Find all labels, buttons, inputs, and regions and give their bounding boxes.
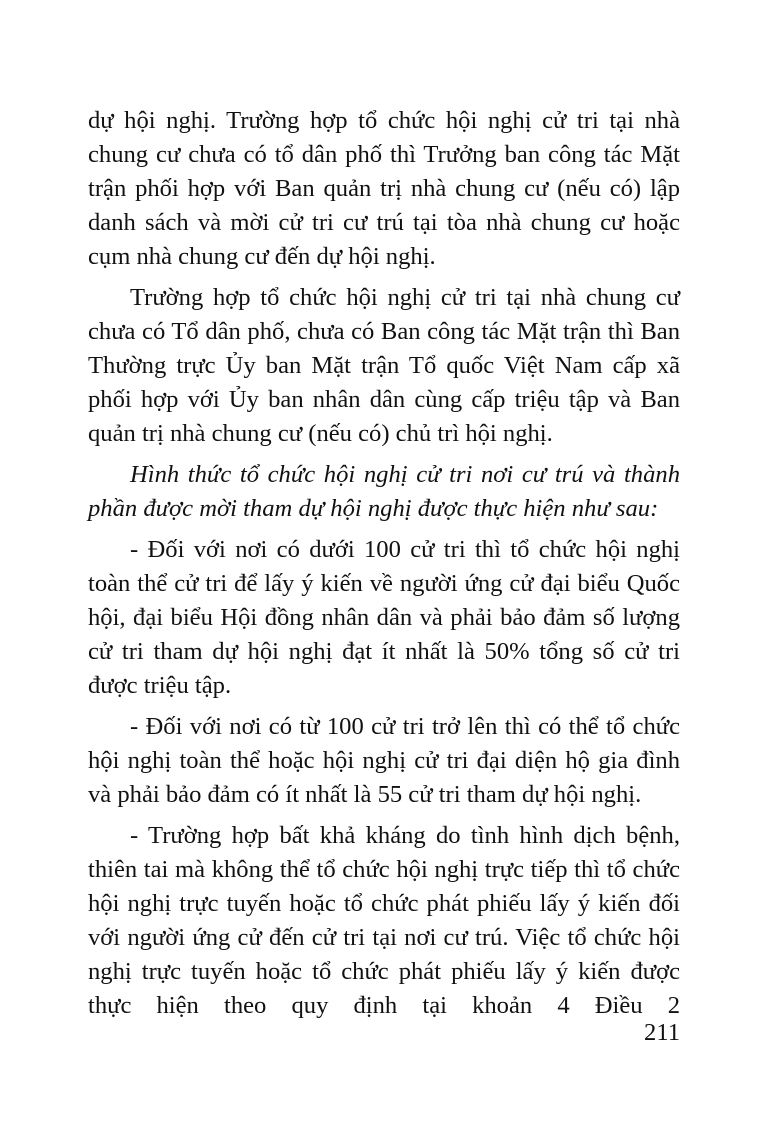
paragraph-force-majeure: - Trường hợp bất khả kháng do tình hình dịch bệnh, thiên tai mà không thể tổ chức hội nghị trực tiếp thì tổ chức hội nghị trực tuyến hoặc tổ chức phát phiếu lấy ý kiến đối với người ứng cử đến cử tri tại nơi cư trú. Việc tổ chức hội nghị trực tuyến hoặc tổ chức phát phiếu lấy ý kiến được thực hiện theo quy định tại khoản 4 Điều 2	[88, 822, 680, 1019]
paragraph-form-of-conference-heading: Hình thức tổ chức hội nghị cử tri nơi cư trú và thành phần được mời tham dự hội nghị được thực hiện như sau:	[88, 461, 680, 522]
page-body	[88, 104, 680, 1030]
paragraph-under-100-voters: - Đối với nơi có dưới 100 cử tri thì tổ chức hội nghị toàn thể cử tri để lấy ý kiến về người ứng cử đại biểu Quốc hội, đại biểu Hội đồng nhân dân và phải bảo đảm số lượng cử tri tham dự hội nghị đạt ít nhất là 50% tổng số cử tri được triệu tập.	[88, 536, 680, 699]
paragraph-apartment-no-front-committee: Trường hợp tổ chức hội nghị cử tri tại nhà chung cư chưa có Tổ dân phố, chưa có Ban công tác Mặt trận thì Ban Thường trực Ủy ban Mặt trận Tổ quốc Việt Nam cấp xã phối hợp với Ủy ban nhân dân cùng cấp triệu tập và Ban quản trị nhà chung cư (nếu có) chủ trì hội nghị.	[88, 284, 680, 447]
page-number: 211	[644, 1019, 680, 1046]
paragraph-continuation: dự hội nghị. Trường hợp tổ chức hội nghị cử tri tại nhà chung cư chưa có tổ dân phố thì Trưởng ban công tác Mặt trận phối hợp với Ban quản trị nhà chung cư (nếu có) lập danh sách và mời cử tri cư trú tại tòa nhà chung cư hoặc cụm nhà chung cư đến dự hội nghị.	[88, 107, 680, 270]
paragraph-100-or-more-voters: - Đối với nơi có từ 100 cử tri trở lên thì có thể tổ chức hội nghị toàn thể hoặc hội nghị cử tri đại diện hộ gia đình và phải bảo đảm có ít nhất là 55 cử tri tham dự hội nghị.	[88, 713, 680, 808]
